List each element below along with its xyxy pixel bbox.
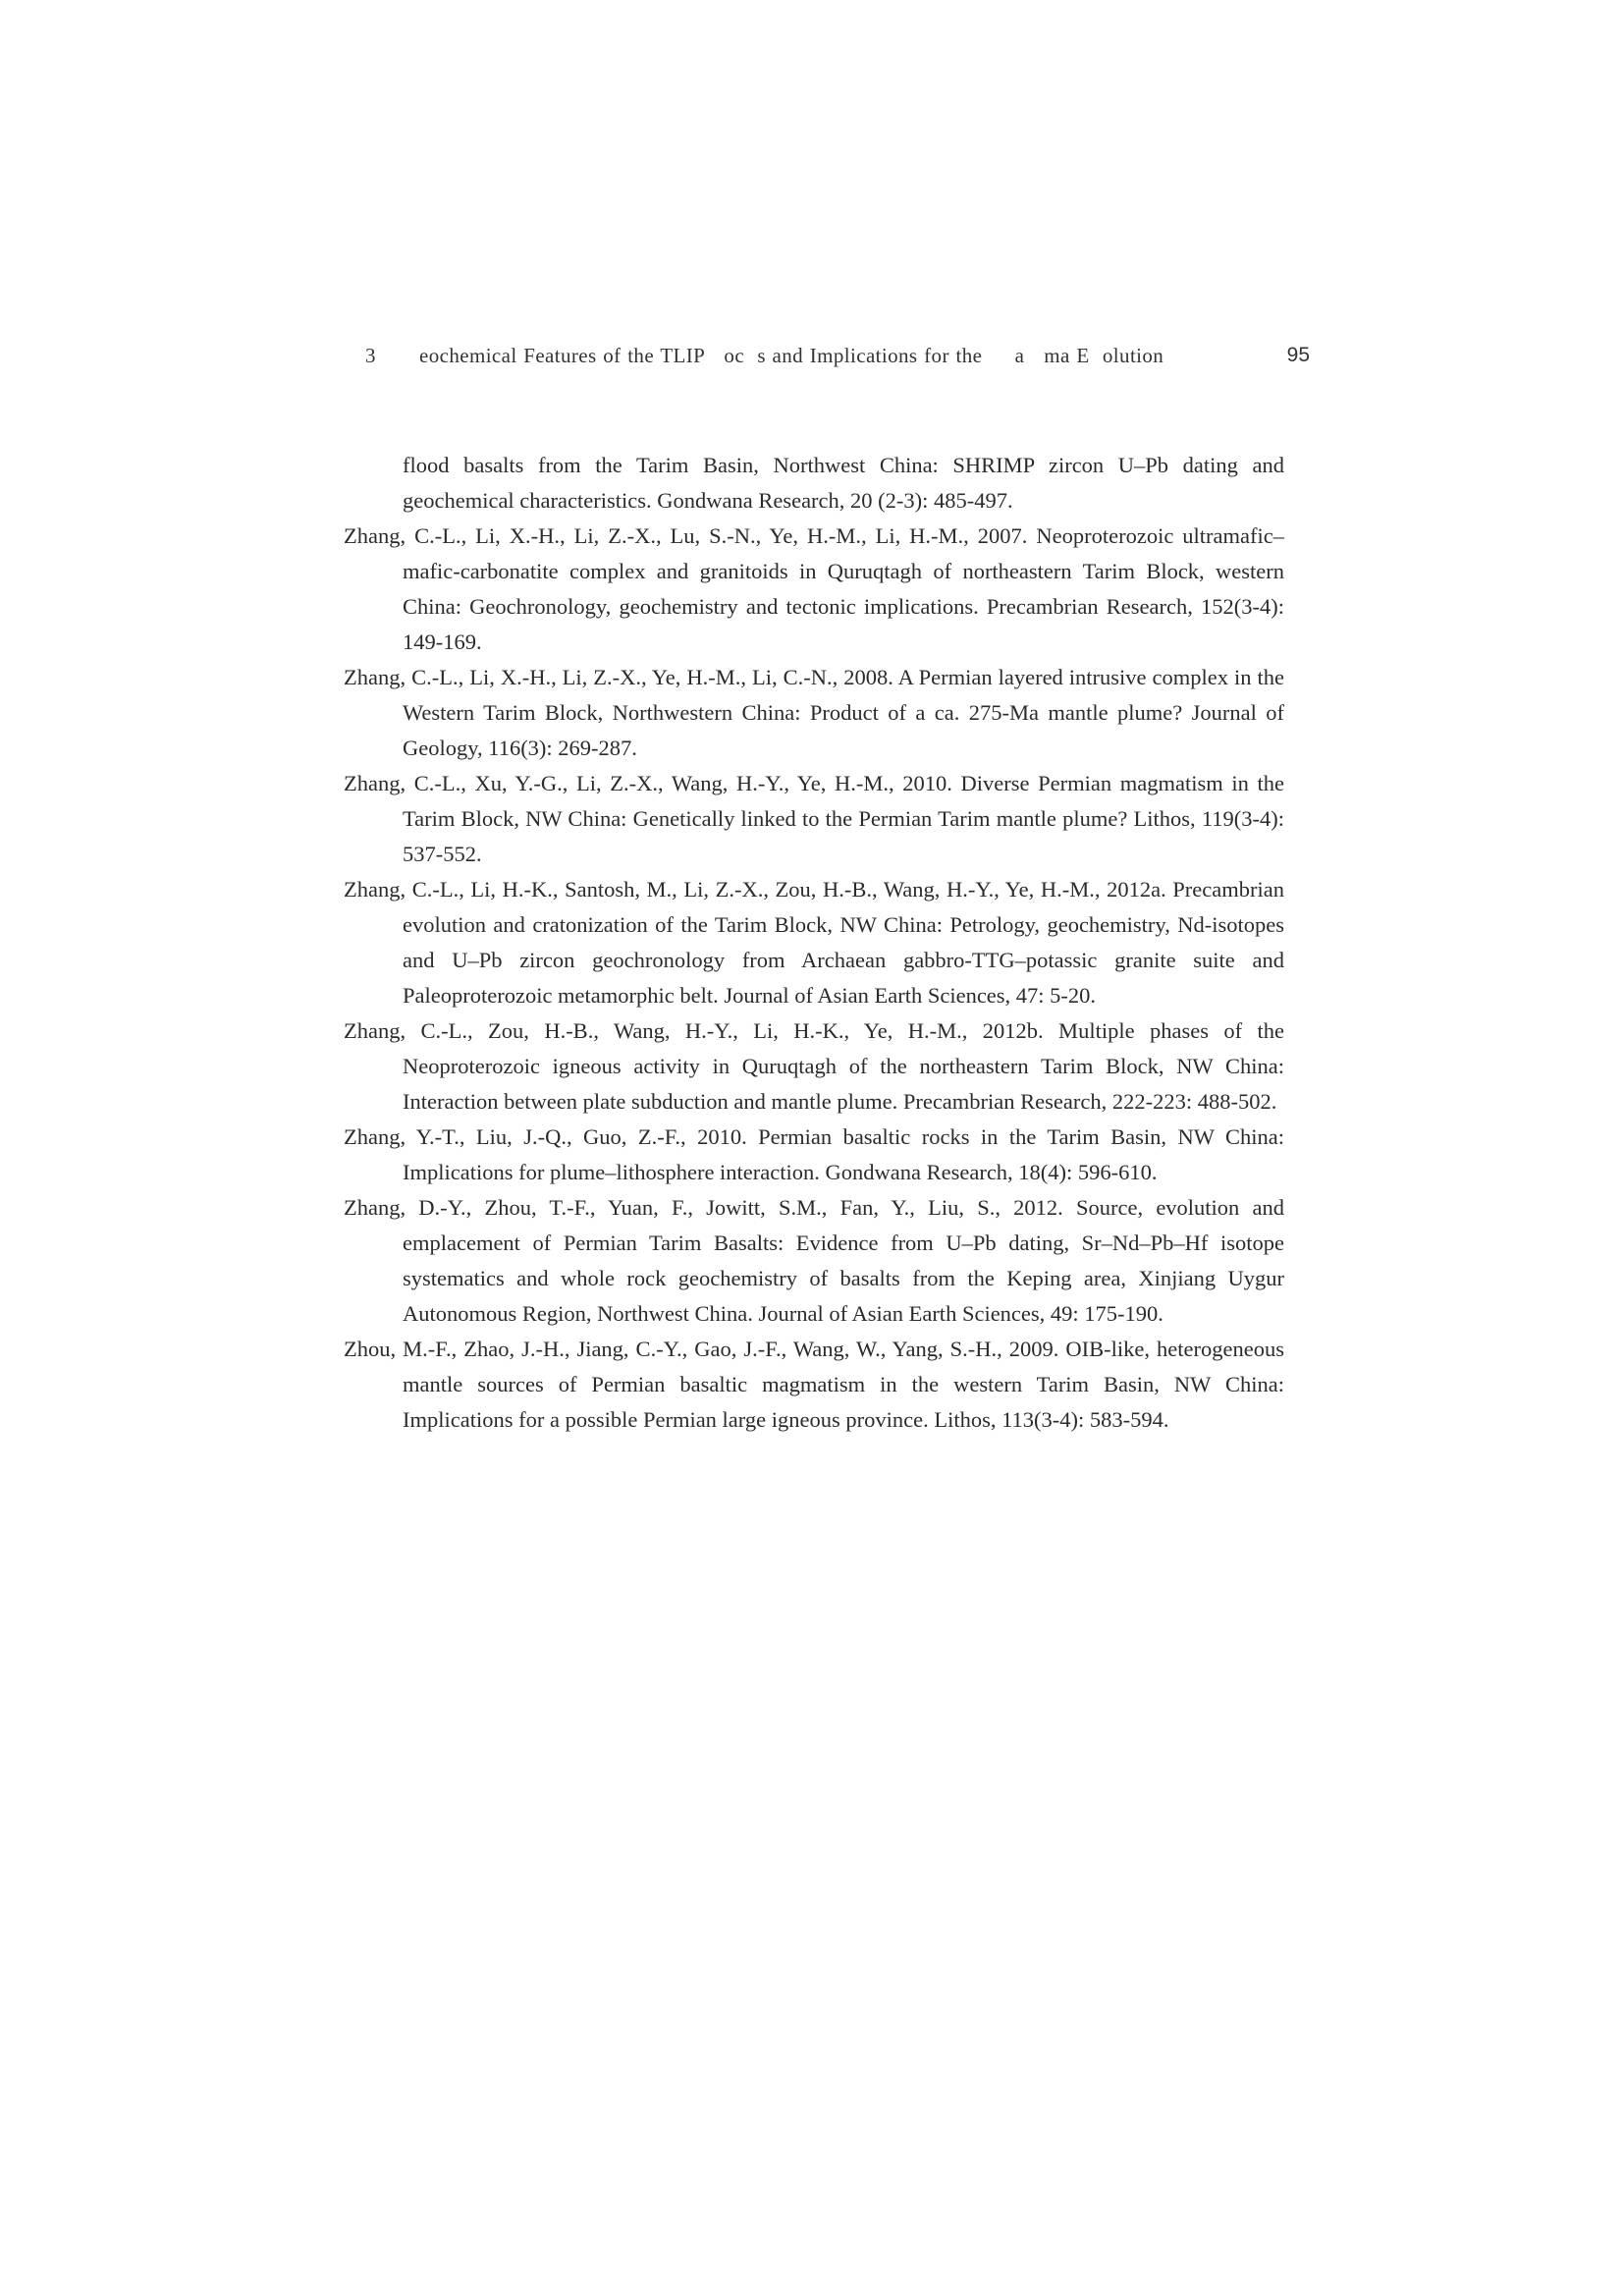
running-title: eochemical Features of the TLIP oc s and Implications for the a ma E olution [419, 344, 1164, 367]
page-number: 95 [1286, 344, 1310, 366]
reference-entry: Zhang, C.-L., Li, H.-K., Santosh, M., Li, Z.-X., Zou, H.-B., Wang, H.-Y., Ye, H.-M., 2012a. Precambrian evolution and cratonization of the Tarim Block, NW China: Petrology, geochemistry, Nd-isotopes and U–Pb zircon geochronology from Archaean gabbro-TTG–potassic granite suite and Paleoproterozoic metamorphic belt. Journal of Asian Earth Sciences, 47: 5-20. [344, 877, 1284, 1008]
reference-entry: Zhang, C.-L., Li, X.-H., Li, Z.-X., Lu, S.-N., Ye, H.-M., Li, H.-M., 2007. Neoproterozoic ultramafic–mafic-carbonatite complex and granitoids in Quruqtagh of northeastern Tarim Block, western China: Geochronology, geochemistry and tectonic implications. Precambrian Research, 152(3-4): 149-169. [344, 523, 1284, 654]
reference-list [344, 448, 1284, 1438]
reference-entry: Zhang, C.-L., Zou, H.-B., Wang, H.-Y., Li, H.-K., Ye, H.-M., 2012b. Multiple phases of the Neoproterozoic igneous activity in Quruqtagh of the northeastern Tarim Block, NW China: Interaction between plate subduction and mantle plume. Precambrian Research, 222-223: 488-502. [344, 1018, 1284, 1114]
reference-entry: Zhang, D.-Y., Zhou, T.-F., Yuan, F., Jowitt, S.M., Fan, Y., Liu, S., 2012. Source, evolution and emplacement of Permian Tarim Basalts: Evidence from U–Pb dating, Sr–Nd–Pb–Hf isotope systematics and whole rock geochemistry of basalts from the Keping area, Xinjiang Uygur Autonomous Region, Northwest China. Journal of Asian Earth Sciences, 49: 175-190. [344, 1195, 1284, 1326]
reference-entry: Zhou, M.-F., Zhao, J.-H., Jiang, C.-Y., Gao, J.-F., Wang, W., Yang, S.-H., 2009. OIB-like, heterogeneous mantle sources of Permian basaltic magmatism in the western Tarim Basin, NW China: Implications for a possible Permian large igneous province. Lithos, 113(3-4): 583-594. [344, 1337, 1284, 1432]
reference-entry: Zhang, C.-L., Xu, Y.-G., Li, Z.-X., Wang, H.-Y., Ye, H.-M., 2010. Diverse Permian magmatism in the Tarim Block, NW China: Genetically linked to the Permian Tarim mantle plume? Lithos, 119(3-4): 537-552. [344, 771, 1284, 866]
reference-entry: Zhang, C.-L., Li, X.-H., Li, Z.-X., Ye, H.-M., Li, C.-N., 2008. A Permian layered intrusive complex in the Western Tarim Block, Northwestern China: Product of a ca. 275-Ma mantle plume? Journal of Geology, 116(3): 269-287. [344, 665, 1284, 760]
reference-entry: flood basalts from the Tarim Basin, Northwest China: SHRIMP zircon U–Pb dating and geochemical characteristics. Gondwana Research, 20 (2-3): 485-497. [403, 453, 1284, 513]
running-header [365, 341, 1310, 370]
reference-entry: Zhang, Y.-T., Liu, J.-Q., Guo, Z.-F., 2010. Permian basaltic rocks in the Tarim Basin, NW China: Implications for plume–lithosphere interaction. Gondwana Research, 18(4): 596-610. [344, 1124, 1284, 1184]
chapter-number: 3 [365, 344, 376, 367]
